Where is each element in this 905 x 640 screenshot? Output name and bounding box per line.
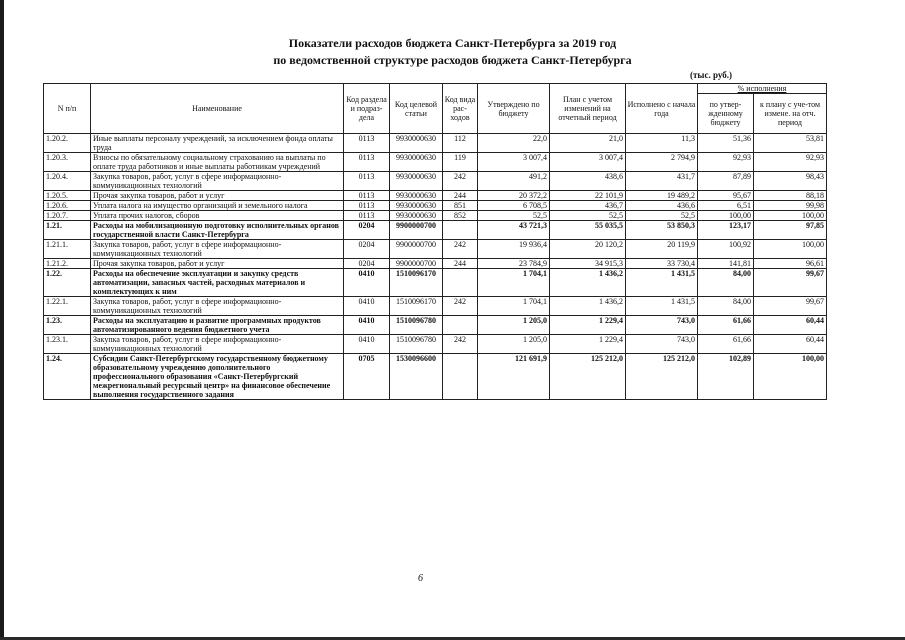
row-section-code: 0204 [344,259,390,269]
row-num: 1.22.1. [44,297,91,316]
row-pct-budget: 87,89 [698,172,754,191]
row-approved: 1 205,0 [478,316,550,335]
table-row [44,153,827,172]
row-kind-code: 244 [443,191,478,201]
row-kind-code: 242 [443,297,478,316]
row-approved: 1 704,1 [478,297,550,316]
row-plan: 1 229,4 [550,316,626,335]
row-executed: 1 431,5 [626,297,698,316]
row-approved: 23 784,9 [478,259,550,269]
row-name: Прочая закупка товаров, работ и услуг [91,259,344,269]
row-executed: 20 119,9 [626,240,698,259]
row-pct-budget: 84,00 [698,269,754,297]
row-approved: 19 936,4 [478,240,550,259]
row-pct-plan: 100,00 [754,211,827,221]
row-num: 1.20.6. [44,201,91,211]
row-num: 1.20.3. [44,153,91,172]
row-num: 1.20.7. [44,211,91,221]
table-row [44,172,827,191]
row-kind-code: 244 [443,259,478,269]
page-number: 6 [418,573,423,584]
header-pct-group: % исполнения [698,84,827,94]
row-pct-plan: 99,67 [754,297,827,316]
row-num: 1.20.2. [44,134,91,153]
row-approved: 3 007,4 [478,153,550,172]
scan-left-edge [0,0,4,640]
row-num: 1.23.1. [44,335,91,354]
row-target-code: 1510096780 [390,335,443,354]
row-executed: 1 431,5 [626,269,698,297]
row-section-code: 0410 [344,269,390,297]
row-name: Субсидии Санкт-Петербургскому государственному бюджетному образовательному учреждению дополнительного профессионального образования «Санкт-Петербургский межрегиональный ресурсный центр» на финансовое обеспечение выполнения государственного задания [91,354,344,400]
row-section-code: 0113 [344,211,390,221]
row-plan: 22 101,9 [550,191,626,201]
header-section-code: Код раздела и подраз-дела [344,84,390,134]
row-approved: 1 205,0 [478,335,550,354]
row-pct-plan: 98,43 [754,172,827,191]
row-name: Расходы на мобилизационную подготовку исполнительных органов государственной власти Санкт-Петербурга [91,221,344,240]
row-section-code: 0410 [344,297,390,316]
row-num: 1.21.2. [44,259,91,269]
row-pct-budget: 51,36 [698,134,754,153]
row-pct-plan: 88,18 [754,191,827,201]
row-kind-code: 112 [443,134,478,153]
row-section-code: 0113 [344,134,390,153]
row-pct-budget: 100,00 [698,211,754,221]
row-kind-code: 242 [443,240,478,259]
row-num: 1.20.5. [44,191,91,201]
table-row [44,316,827,335]
row-executed: 743,0 [626,316,698,335]
row-kind-code [443,316,478,335]
row-target-code: 9930000630 [390,201,443,211]
row-kind-code: 851 [443,201,478,211]
row-target-code: 1510096170 [390,297,443,316]
row-plan: 3 007,4 [550,153,626,172]
row-num: 1.24. [44,354,91,400]
row-name: Расходы на обеспечение эксплуатации и закупку средств автоматизации, запасных частей, расходных материалов и комплектующих к ним [91,269,344,297]
row-pct-budget: 6,51 [698,201,754,211]
header-pct-plan: к плану с уче-том измене. на отч. период [754,94,827,134]
header-name: Наименование [91,84,344,134]
row-executed: 19 489,2 [626,191,698,201]
row-target-code: 1530096600 [390,354,443,400]
row-name: Закупка товаров, работ, услуг в сфере информационно-коммуникационных технологий [91,297,344,316]
row-section-code: 0410 [344,316,390,335]
row-kind-code [443,269,478,297]
row-target-code: 1510096780 [390,316,443,335]
row-plan: 52,5 [550,211,626,221]
row-pct-plan: 60,44 [754,316,827,335]
table-row [44,211,827,221]
row-pct-budget: 123,17 [698,221,754,240]
row-executed: 52,5 [626,211,698,221]
row-target-code: 9930000630 [390,172,443,191]
row-pct-plan: 97,85 [754,221,827,240]
row-num: 1.22. [44,269,91,297]
row-pct-plan: 99,98 [754,201,827,211]
row-pct-plan: 96,61 [754,259,827,269]
header-approved: Утверждено по бюджету [478,84,550,134]
row-section-code: 0204 [344,221,390,240]
row-name: Закупка товаров, работ, услуг в сфере информационно-коммуникационных технологий [91,240,344,259]
page-title-line1: Показатели расходов бюджета Санкт-Петербурга за 2019 год [288,36,617,50]
table-body [44,134,827,400]
row-target-code: 9930000630 [390,191,443,201]
header-executed: Исполнено с начала года [626,84,698,134]
row-approved: 6 708,5 [478,201,550,211]
row-pct-budget: 141,81 [698,259,754,269]
row-name: Уплата прочих налогов, сборов [91,211,344,221]
row-pct-plan: 100,00 [754,240,827,259]
row-name: Закупка товаров, работ, услуг в сфере информационно-коммуникационных технологий [91,172,344,191]
row-pct-budget: 102,89 [698,354,754,400]
row-pct-budget: 92,93 [698,153,754,172]
row-executed: 11,3 [626,134,698,153]
row-section-code: 0705 [344,354,390,400]
row-kind-code: 119 [443,153,478,172]
table-row [44,269,827,297]
row-target-code: 9900000700 [390,240,443,259]
row-pct-budget: 100,92 [698,240,754,259]
row-pct-budget: 61,66 [698,335,754,354]
row-section-code: 0113 [344,191,390,201]
row-executed: 2 794,9 [626,153,698,172]
header-plan: План с учетом изменений на отчетный период [550,84,626,134]
row-target-code: 1510096170 [390,269,443,297]
row-name: Расходы на эксплуатацию и развитие программных продуктов автоматизированного ведения бюджетного учета [91,316,344,335]
row-executed: 53 850,3 [626,221,698,240]
row-kind-code [443,354,478,400]
header-target-code: Код целевой статьи [390,84,443,134]
units-label: (тыс. руб.) [690,70,732,80]
row-kind-code: 242 [443,172,478,191]
header-pct-budget: по утвер-жденному бюджету [698,94,754,134]
row-approved: 22,0 [478,134,550,153]
row-num: 1.23. [44,316,91,335]
row-plan: 1 436,2 [550,269,626,297]
row-approved: 491,2 [478,172,550,191]
row-kind-code: 852 [443,211,478,221]
row-num: 1.21. [44,221,91,240]
row-pct-plan: 100,00 [754,354,827,400]
row-section-code: 0410 [344,335,390,354]
row-target-code: 9900000700 [390,259,443,269]
expenditure-table [43,83,827,400]
table-row [44,354,827,400]
row-name: Уплата налога на имущество организаций и земельного налога [91,201,344,211]
row-target-code: 9930000630 [390,134,443,153]
row-plan: 21,0 [550,134,626,153]
row-pct-plan: 99,67 [754,269,827,297]
row-target-code: 9930000630 [390,211,443,221]
row-name: Прочая закупка товаров, работ и услуг [91,191,344,201]
table-row [44,201,827,211]
row-plan: 1 436,2 [550,297,626,316]
table-row [44,240,827,259]
table-row [44,191,827,201]
header-kind-code: Код вида рас-ходов [443,84,478,134]
row-section-code: 0113 [344,172,390,191]
row-plan: 1 229,4 [550,335,626,354]
row-approved: 20 372,2 [478,191,550,201]
row-plan: 20 120,2 [550,240,626,259]
row-approved: 1 704,1 [478,269,550,297]
table-row [44,134,827,153]
row-name: Иные выплаты персоналу учреждений, за исключением фонда оплаты труда [91,134,344,153]
row-plan: 125 212,0 [550,354,626,400]
row-plan: 34 915,3 [550,259,626,269]
row-plan: 438,6 [550,172,626,191]
row-section-code: 0113 [344,153,390,172]
row-pct-budget: 95,67 [698,191,754,201]
row-section-code: 0113 [344,201,390,211]
row-section-code: 0204 [344,240,390,259]
row-pct-budget: 61,66 [698,316,754,335]
row-approved: 121 691,9 [478,354,550,400]
row-plan: 436,7 [550,201,626,211]
row-pct-budget: 84,00 [698,297,754,316]
row-pct-plan: 53,81 [754,134,827,153]
row-name: Взносы по обязательному социальному страхованию на выплаты по оплате труда работников и иные выплаты работникам учреждений [91,153,344,172]
row-approved: 43 721,3 [478,221,550,240]
row-plan: 55 035,5 [550,221,626,240]
row-executed: 125 212,0 [626,354,698,400]
table-row [44,221,827,240]
row-num: 1.21.1. [44,240,91,259]
row-pct-plan: 60,44 [754,335,827,354]
table-row [44,297,827,316]
table-row [44,259,827,269]
row-executed: 431,7 [626,172,698,191]
row-executed: 436,6 [626,201,698,211]
page-title-line2: по ведомственной структуре расходов бюджета Санкт-Петербурга [273,53,632,67]
row-target-code: 9930000630 [390,153,443,172]
row-executed: 33 730,4 [626,259,698,269]
header-num: N п/п [44,84,91,134]
row-kind-code: 242 [443,335,478,354]
row-kind-code [443,221,478,240]
row-approved: 52,5 [478,211,550,221]
row-target-code: 9900000700 [390,221,443,240]
row-name: Закупка товаров, работ, услуг в сфере информационно-коммуникационных технологий [91,335,344,354]
row-pct-plan: 92,93 [754,153,827,172]
row-num: 1.20.4. [44,172,91,191]
row-executed: 743,0 [626,335,698,354]
table-row [44,335,827,354]
